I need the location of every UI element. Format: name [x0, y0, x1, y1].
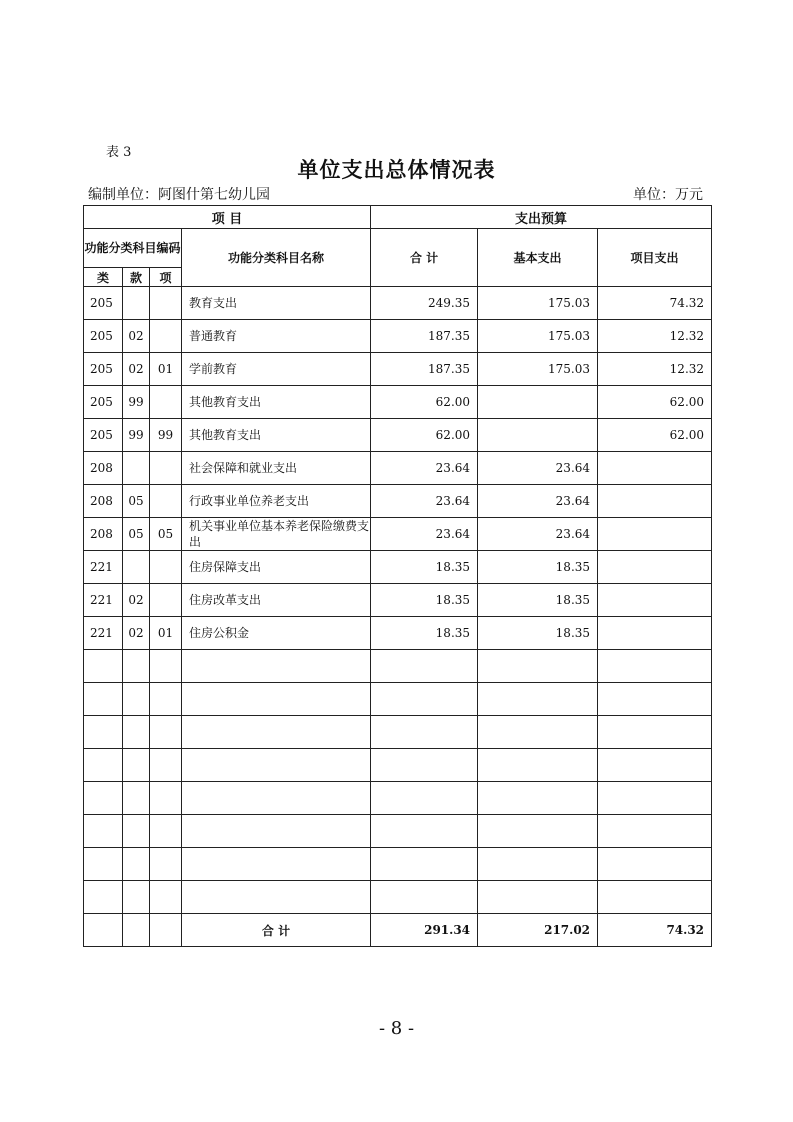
- table-row: [84, 452, 712, 485]
- xiang-cell: 99: [150, 419, 182, 452]
- total-cell: [371, 749, 478, 782]
- total-cell: 62.00: [371, 419, 478, 452]
- total-cell: 18.35: [371, 584, 478, 617]
- lei-cell: 205: [84, 419, 123, 452]
- table-row: [84, 353, 712, 386]
- lei-cell: [84, 848, 123, 881]
- lei-cell: 205: [84, 287, 123, 320]
- total-cell: 18.35: [371, 551, 478, 584]
- lei-cell: [84, 650, 123, 683]
- header-name: 功能分类科目名称: [182, 229, 371, 287]
- kuan-cell: [123, 551, 150, 584]
- item-cell: [598, 518, 712, 551]
- table-row: [84, 287, 712, 320]
- header-basic: 基本支出: [478, 229, 598, 287]
- lei-cell: 221: [84, 584, 123, 617]
- basic-cell: [478, 815, 598, 848]
- name-cell: [182, 650, 371, 683]
- item-cell: [598, 485, 712, 518]
- kuan-cell: [123, 452, 150, 485]
- item-cell: [598, 716, 712, 749]
- total-cell: [371, 650, 478, 683]
- name-cell: 其他教育支出: [182, 419, 371, 452]
- header-total: 合 计: [371, 229, 478, 287]
- total-xiang-cell: [150, 914, 182, 947]
- total-cell: [371, 782, 478, 815]
- total-cell: 23.64: [371, 485, 478, 518]
- item-cell: 74.32: [598, 287, 712, 320]
- basic-cell: [478, 716, 598, 749]
- name-cell: [182, 815, 371, 848]
- table-row: [84, 386, 712, 419]
- total-basic: 217.02: [478, 914, 598, 947]
- basic-cell: [478, 386, 598, 419]
- xiang-cell: [150, 650, 182, 683]
- unit-label: 单位：万元: [633, 187, 703, 203]
- name-cell: [182, 683, 371, 716]
- lei-cell: [84, 881, 123, 914]
- total-label: 合 计: [182, 914, 371, 947]
- kuan-cell: [123, 815, 150, 848]
- table-row: [84, 419, 712, 452]
- kuan-cell: [123, 749, 150, 782]
- table-row: [84, 551, 712, 584]
- basic-cell: [478, 881, 598, 914]
- basic-cell: 18.35: [478, 617, 598, 650]
- basic-cell: 23.64: [478, 518, 598, 551]
- table-row: [84, 683, 712, 716]
- lei-cell: [84, 716, 123, 749]
- xiang-cell: [150, 386, 182, 419]
- kuan-cell: 05: [123, 485, 150, 518]
- xiang-cell: [150, 683, 182, 716]
- total-cell: 187.35: [371, 353, 478, 386]
- header-kuan: 款: [123, 268, 150, 287]
- page-number: - 8 -: [378, 1018, 415, 1039]
- total-cell: 18.35: [371, 617, 478, 650]
- lei-cell: 208: [84, 518, 123, 551]
- lei-cell: 208: [84, 452, 123, 485]
- xiang-cell: 05: [150, 518, 182, 551]
- kuan-cell: 02: [123, 320, 150, 353]
- basic-cell: [478, 419, 598, 452]
- organization-label: 编制单位：阿图什第七幼儿园: [88, 187, 270, 203]
- kuan-cell: [123, 782, 150, 815]
- header-code-group: 功能分类科目编码: [84, 229, 182, 268]
- item-cell: [598, 452, 712, 485]
- table-row: [84, 782, 712, 815]
- table-row: [84, 716, 712, 749]
- lei-cell: 205: [84, 320, 123, 353]
- lei-cell: [84, 749, 123, 782]
- table-row: [84, 848, 712, 881]
- basic-cell: [478, 782, 598, 815]
- lei-cell: 205: [84, 386, 123, 419]
- kuan-cell: 02: [123, 584, 150, 617]
- name-cell: 社会保障和就业支出: [182, 452, 371, 485]
- basic-cell: [478, 683, 598, 716]
- total-cell: [371, 848, 478, 881]
- name-cell: 学前教育: [182, 353, 371, 386]
- basic-cell: 175.03: [478, 353, 598, 386]
- item-cell: [598, 683, 712, 716]
- total-cell: [371, 881, 478, 914]
- total-cell: 249.35: [371, 287, 478, 320]
- table-row: [84, 518, 712, 551]
- name-cell: 住房公积金: [182, 617, 371, 650]
- item-cell: [598, 815, 712, 848]
- xiang-cell: [150, 815, 182, 848]
- header-budget: 支出预算: [371, 206, 712, 229]
- xiang-cell: [150, 881, 182, 914]
- table-row: [84, 584, 712, 617]
- total-cell: 62.00: [371, 386, 478, 419]
- xiang-cell: 01: [150, 617, 182, 650]
- name-cell: [182, 782, 371, 815]
- item-cell: 62.00: [598, 386, 712, 419]
- item-cell: [598, 617, 712, 650]
- xiang-cell: [150, 716, 182, 749]
- header-lei: 类: [84, 268, 123, 287]
- xiang-cell: [150, 320, 182, 353]
- lei-cell: 208: [84, 485, 123, 518]
- item-cell: [598, 584, 712, 617]
- kuan-cell: [123, 848, 150, 881]
- kuan-cell: 99: [123, 419, 150, 452]
- item-cell: [598, 650, 712, 683]
- kuan-cell: 05: [123, 518, 150, 551]
- total-cell: [371, 683, 478, 716]
- basic-cell: [478, 749, 598, 782]
- kuan-cell: [123, 287, 150, 320]
- item-cell: [598, 551, 712, 584]
- basic-cell: 23.64: [478, 485, 598, 518]
- item-cell: 12.32: [598, 320, 712, 353]
- header-xiang: 项: [150, 268, 182, 287]
- kuan-cell: [123, 881, 150, 914]
- table-row: [84, 749, 712, 782]
- lei-cell: 221: [84, 617, 123, 650]
- total-row: [84, 914, 712, 947]
- xiang-cell: [150, 749, 182, 782]
- header-project: 项 目: [84, 206, 371, 229]
- name-cell: [182, 881, 371, 914]
- item-cell: [598, 782, 712, 815]
- name-cell: 教育支出: [182, 287, 371, 320]
- total-cell: 23.64: [371, 452, 478, 485]
- kuan-cell: [123, 716, 150, 749]
- xiang-cell: [150, 452, 182, 485]
- xiang-cell: [150, 485, 182, 518]
- lei-cell: 221: [84, 551, 123, 584]
- lei-cell: 205: [84, 353, 123, 386]
- xiang-cell: [150, 782, 182, 815]
- basic-cell: 175.03: [478, 287, 598, 320]
- document-title: 单位支出总体情况表: [297, 157, 496, 182]
- basic-cell: [478, 848, 598, 881]
- lei-cell: [84, 782, 123, 815]
- total-lei-cell: [84, 914, 123, 947]
- basic-cell: [478, 650, 598, 683]
- item-cell: 12.32: [598, 353, 712, 386]
- expenditure-table: [83, 205, 712, 947]
- table-row: [84, 881, 712, 914]
- name-cell: 普通教育: [182, 320, 371, 353]
- xiang-cell: 01: [150, 353, 182, 386]
- table-row: [84, 320, 712, 353]
- name-cell: 行政事业单位养老支出: [182, 485, 371, 518]
- item-cell: [598, 749, 712, 782]
- name-cell: [182, 848, 371, 881]
- basic-cell: 23.64: [478, 452, 598, 485]
- basic-cell: 175.03: [478, 320, 598, 353]
- name-cell: 住房改革支出: [182, 584, 371, 617]
- basic-cell: 18.35: [478, 551, 598, 584]
- kuan-cell: [123, 683, 150, 716]
- total-cell: 187.35: [371, 320, 478, 353]
- table-row: [84, 815, 712, 848]
- total-sum: 291.34: [371, 914, 478, 947]
- xiang-cell: [150, 287, 182, 320]
- lei-cell: [84, 683, 123, 716]
- name-cell: 机关事业单位基本养老保险缴费支出: [182, 518, 371, 551]
- table-row: [84, 485, 712, 518]
- kuan-cell: 02: [123, 617, 150, 650]
- item-cell: 62.00: [598, 419, 712, 452]
- name-cell: 其他教育支出: [182, 386, 371, 419]
- total-cell: [371, 815, 478, 848]
- name-cell: [182, 716, 371, 749]
- total-cell: 23.64: [371, 518, 478, 551]
- table-number-label: 表 3: [106, 145, 132, 160]
- name-cell: [182, 749, 371, 782]
- xiang-cell: [150, 551, 182, 584]
- xiang-cell: [150, 584, 182, 617]
- header-item: 项目支出: [598, 229, 712, 287]
- total-cell: [371, 716, 478, 749]
- kuan-cell: 02: [123, 353, 150, 386]
- item-cell: [598, 881, 712, 914]
- total-kuan-cell: [123, 914, 150, 947]
- item-cell: [598, 848, 712, 881]
- table-row: [84, 650, 712, 683]
- kuan-cell: 99: [123, 386, 150, 419]
- basic-cell: 18.35: [478, 584, 598, 617]
- lei-cell: [84, 815, 123, 848]
- table-row: [84, 617, 712, 650]
- xiang-cell: [150, 848, 182, 881]
- name-cell: 住房保障支出: [182, 551, 371, 584]
- total-item: 74.32: [598, 914, 712, 947]
- kuan-cell: [123, 650, 150, 683]
